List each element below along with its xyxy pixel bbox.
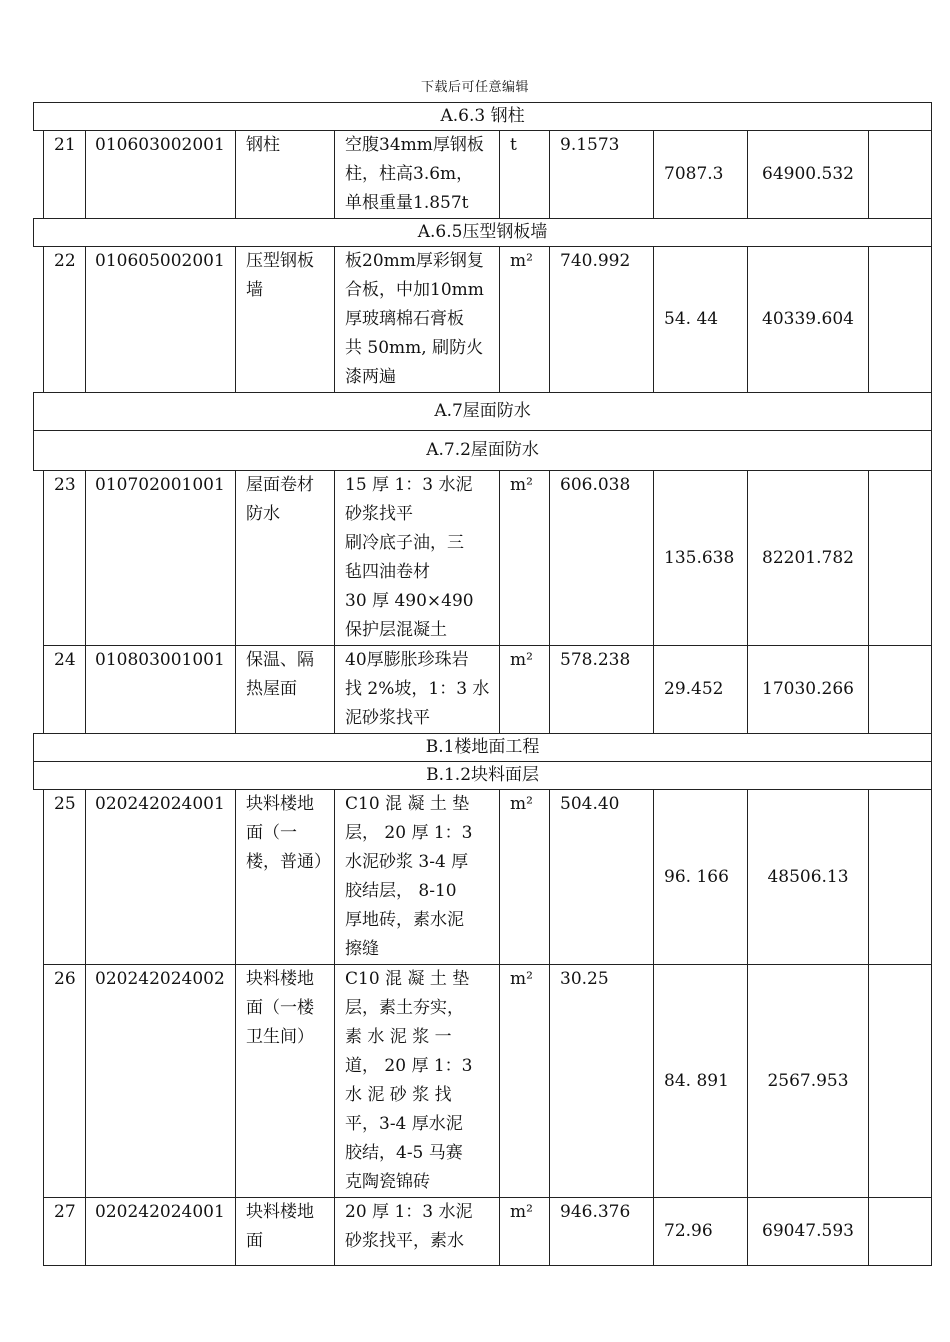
bill-of-quantities-table (33, 102, 932, 1266)
section-title: A.6.3 钢柱 (34, 103, 932, 131)
item-description-cell (335, 471, 500, 646)
table-row (34, 131, 932, 219)
unit-cell: m² (500, 247, 550, 393)
item-name-cell: 块料楼地面（一楼，普通） (236, 790, 335, 965)
description-line: 克陶瓷锦砖 (345, 1172, 430, 1192)
item-number-cell: 26 (44, 965, 86, 1198)
item-code-cell: 020242024002 (86, 965, 236, 1198)
unit-price-cell: 54. 44 (654, 247, 748, 393)
item-number-cell: 25 (44, 790, 86, 965)
remarks-cell (869, 965, 932, 1198)
quantity-cell: 30.25 (550, 965, 654, 1198)
total-price-cell: 40339.604 (748, 247, 869, 393)
description-line: 漆两遍 (345, 367, 396, 387)
row-indent-gap (34, 131, 44, 219)
unit-price-cell: 96. 166 (654, 790, 748, 965)
item-description-cell (335, 965, 500, 1198)
section-header-row (34, 219, 932, 247)
item-number-cell: 23 (44, 471, 86, 646)
item-number-cell: 22 (44, 247, 86, 393)
description-line: 擦缝 (345, 939, 379, 959)
table-row (34, 1198, 932, 1266)
description-line: 板20mm厚彩钢复 (345, 251, 484, 271)
row-indent-gap (34, 247, 44, 393)
section-header-row (34, 393, 932, 431)
description-line: 道， 20 厚 1：3 (345, 1056, 473, 1076)
table-row (34, 965, 932, 1198)
unit-cell: m² (500, 965, 550, 1198)
description-line: 胶结，4-5 马赛 (345, 1143, 463, 1163)
item-description-cell (335, 131, 500, 219)
item-description-cell (335, 1198, 500, 1266)
item-code-cell: 020242024001 (86, 1198, 236, 1266)
item-code-cell: 010605002001 (86, 247, 236, 393)
total-price-cell: 69047.593 (748, 1198, 869, 1266)
item-number-cell: 24 (44, 646, 86, 734)
item-description-cell (335, 646, 500, 734)
table-row (34, 471, 932, 646)
remarks-cell (869, 1198, 932, 1266)
description-line: 15 厚 1：3 水泥 (345, 475, 473, 495)
unit-price-cell: 7087.3 (654, 131, 748, 219)
table-row (34, 646, 932, 734)
section-header-row (34, 431, 932, 471)
description-line: C10 混 凝 土 垫 (345, 969, 470, 989)
remarks-cell (869, 247, 932, 393)
unit-cell: m² (500, 646, 550, 734)
remarks-cell (869, 790, 932, 965)
description-line: 保护层混凝土 (345, 620, 447, 640)
item-name-cell: 压型钢板墙 (236, 247, 335, 393)
total-price-cell: 48506.13 (748, 790, 869, 965)
description-line: 泥砂浆找平 (345, 708, 430, 728)
unit-price-cell: 84. 891 (654, 965, 748, 1198)
quantity-cell: 9.1573 (550, 131, 654, 219)
item-name-cell: 块料楼地面（一楼卫生间） (236, 965, 335, 1198)
description-line: 平，3-4 厚水泥 (345, 1114, 463, 1134)
item-code-cell: 010803001001 (86, 646, 236, 734)
description-line: 单根重量1.857t (345, 193, 469, 213)
total-price-cell: 82201.782 (748, 471, 869, 646)
quantity-cell: 606.038 (550, 471, 654, 646)
table-row (34, 790, 932, 965)
total-price-cell: 2567.953 (748, 965, 869, 1198)
section-header-row (34, 762, 932, 790)
item-description-cell (335, 790, 500, 965)
description-line: 层，素土夯实， (345, 998, 464, 1018)
section-header-row (34, 734, 932, 762)
description-line: 共 50mm, 刷防火 (345, 338, 484, 358)
description-line: C10 混 凝 土 垫 (345, 794, 470, 814)
unit-cell: t (500, 131, 550, 219)
description-line: 找 2%坡，1：3 水 (345, 679, 490, 699)
description-line: 合板，中加10mm (345, 280, 484, 300)
item-name-cell: 块料楼地面 (236, 1198, 335, 1266)
description-line: 层， 20 厚 1：3 (345, 823, 473, 843)
description-line: 砂浆找平，素水 (345, 1231, 464, 1251)
total-price-cell: 64900.532 (748, 131, 869, 219)
row-indent-gap (34, 965, 44, 1198)
description-line: 厚地砖，素水泥 (345, 910, 464, 930)
row-indent-gap (34, 646, 44, 734)
item-number-cell: 27 (44, 1198, 86, 1266)
description-line: 厚玻璃棉石膏板 (345, 309, 464, 329)
item-code-cell: 010702001001 (86, 471, 236, 646)
item-description-cell (335, 247, 500, 393)
item-name-cell: 屋面卷材防水 (236, 471, 335, 646)
unit-cell: m² (500, 790, 550, 965)
row-indent-gap (34, 790, 44, 965)
total-price-cell: 17030.266 (748, 646, 869, 734)
quantity-cell: 504.40 (550, 790, 654, 965)
remarks-cell (869, 646, 932, 734)
unit-price-cell: 29.452 (654, 646, 748, 734)
row-indent-gap (34, 1198, 44, 1266)
description-line: 刷冷底子油，三 (345, 533, 464, 553)
table-row (34, 247, 932, 393)
description-line: 水泥砂浆 3-4 厚 (345, 852, 469, 872)
remarks-cell (869, 131, 932, 219)
unit-price-cell: 135.638 (654, 471, 748, 646)
quantity-cell: 578.238 (550, 646, 654, 734)
page-header-note: 下载后可任意编辑 (420, 80, 529, 95)
description-line: 30 厚 490×490 (345, 591, 474, 611)
description-line: 砂浆找平 (345, 504, 413, 524)
unit-cell: m² (500, 471, 550, 646)
table-body (34, 103, 932, 1266)
description-line: 柱，柱高3.6m， (345, 164, 474, 184)
description-line: 毡四油卷材 (345, 562, 430, 582)
item-number-cell: 21 (44, 131, 86, 219)
description-line: 20 厚 1：3 水泥 (345, 1202, 473, 1222)
section-header-row (34, 103, 932, 131)
unit-price-cell: 72.96 (654, 1198, 748, 1266)
section-title: A.7屋面防水 (34, 393, 932, 431)
item-name-cell: 保温、隔热屋面 (236, 646, 335, 734)
section-title: B.1.2块料面层 (34, 762, 932, 790)
remarks-cell (869, 471, 932, 646)
row-indent-gap (34, 471, 44, 646)
description-line: 素 水 泥 浆 一 (345, 1027, 452, 1047)
section-title: B.1楼地面工程 (34, 734, 932, 762)
description-line: 40厚膨胀珍珠岩 (345, 650, 469, 670)
description-line: 水 泥 砂 浆 找 (345, 1085, 452, 1105)
description-line: 胶结层， 8-10 (345, 881, 457, 901)
section-title: A.6.5压型钢板墙 (34, 219, 932, 247)
item-code-cell: 020242024001 (86, 790, 236, 965)
quantity-cell: 946.376 (550, 1198, 654, 1266)
item-name-cell: 钢柱 (236, 131, 335, 219)
description-line: 空腹34mm厚钢板 (345, 135, 484, 155)
item-code-cell: 010603002001 (86, 131, 236, 219)
quantity-cell: 740.992 (550, 247, 654, 393)
section-title: A.7.2屋面防水 (34, 431, 932, 471)
unit-cell: m² (500, 1198, 550, 1266)
